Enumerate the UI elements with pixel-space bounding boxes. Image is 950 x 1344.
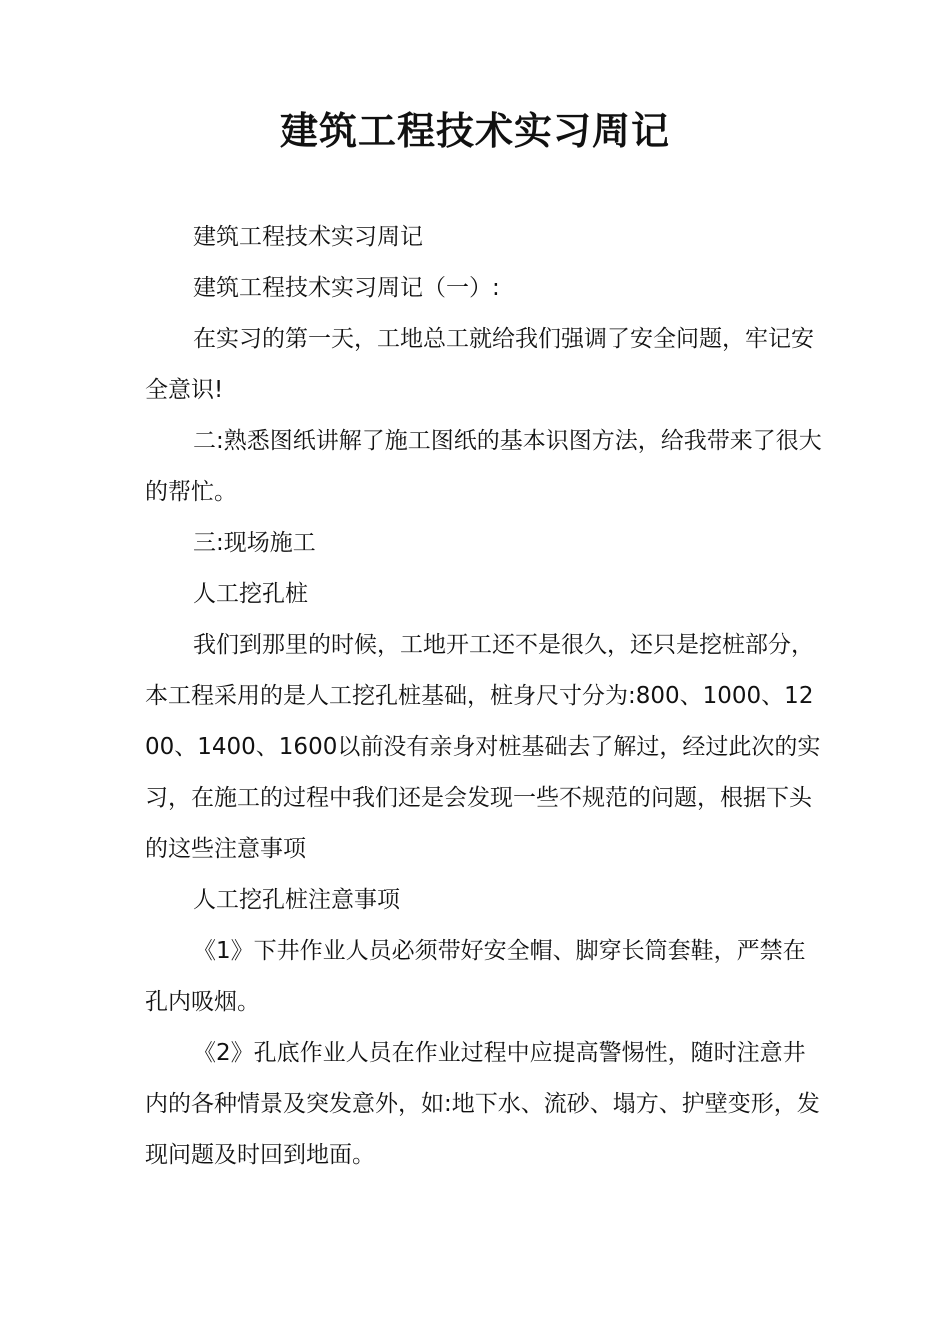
document-title: 建筑工程技术实习周记 bbox=[279, 109, 670, 153]
paragraph-drawings: 二:熟悉图纸讲解了施工图纸的基本识图方法，给我带来了很大的帮忙。 bbox=[145, 428, 822, 505]
paragraph-precaution-1: 《1》下井作业人员必须带好安全帽、脚穿长筒套鞋，严禁在孔内吸烟。 bbox=[145, 938, 806, 1015]
paragraph-subheading: 建筑工程技术实习周记（一）: bbox=[193, 275, 500, 301]
paragraph-precaution-2: 《2》孔底作业人员在作业过程中应提高警惕性，随时注意井内的各种情景及突发意外，如:地下水、流砂、塌方、护壁变形，发现问题及时回到地面。 bbox=[145, 1040, 820, 1168]
paragraph-pile-description: 我们到那里的时候，工地开工还不是很久，还只是挖桩部分，本工程采用的是人工挖孔桩基础，桩身尺寸分为:800、1000、1200、1400、1600以前没有亲身对桩基础去了解过，经过此次的实习，在施工的过程中我们还是会发现一些不规范的问题，根据下头的这些注意事项 bbox=[145, 632, 821, 862]
paragraph-precautions-heading: 人工挖孔桩注意事项 bbox=[193, 887, 400, 913]
document-body bbox=[145, 212, 825, 1181]
paragraph-site-construction: 三:现场施工 bbox=[193, 530, 316, 556]
paragraph-pile-heading: 人工挖孔桩 bbox=[193, 581, 308, 607]
paragraph-safety: 在实习的第一天，工地总工就给我们强调了安全问题，牢记安全意识! bbox=[145, 326, 814, 403]
paragraph-heading: 建筑工程技术实习周记 bbox=[193, 224, 423, 250]
